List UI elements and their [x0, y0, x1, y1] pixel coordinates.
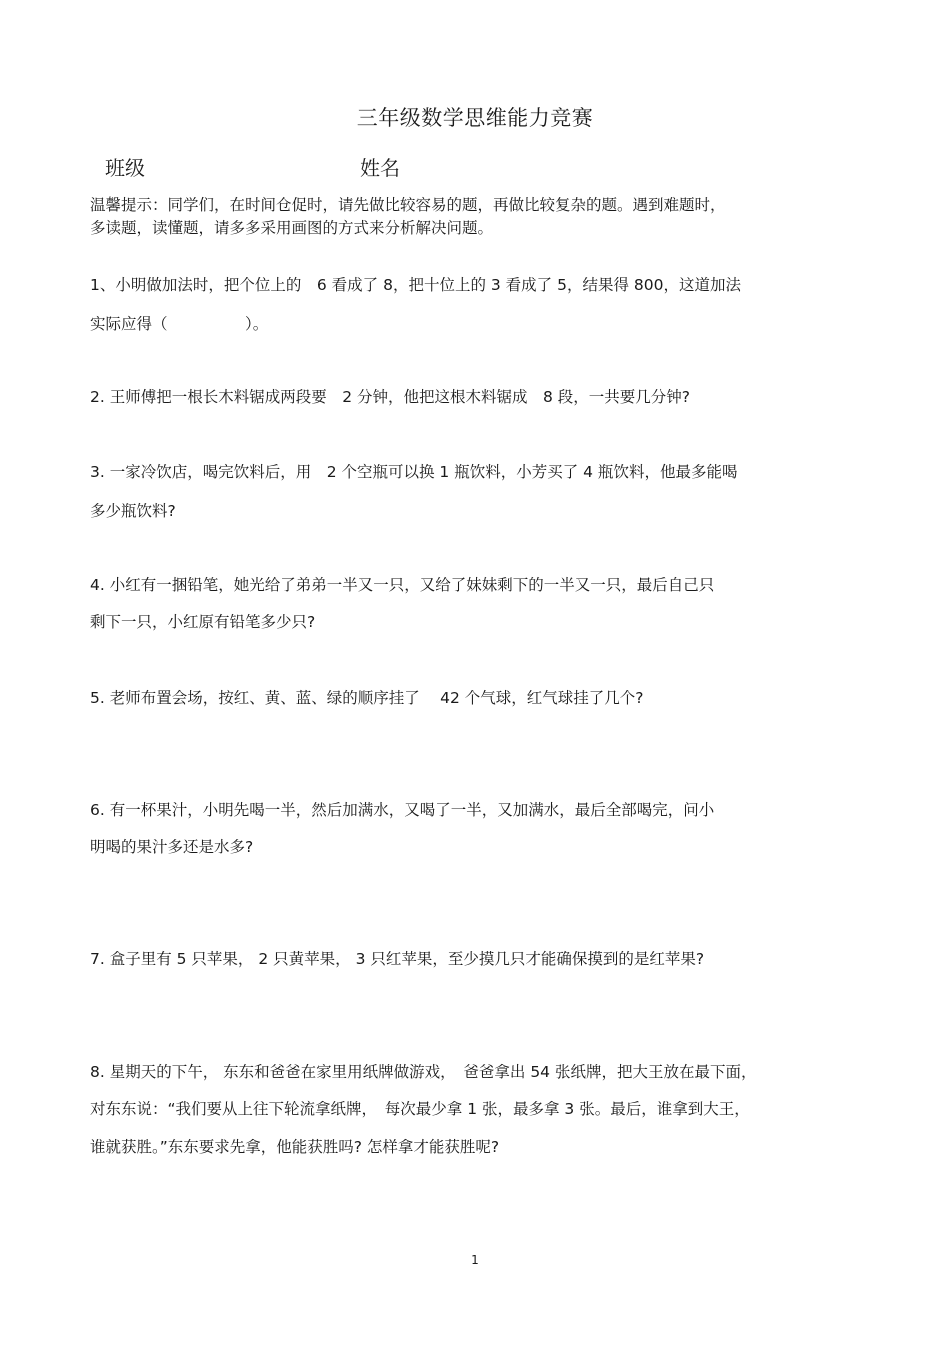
name-label: 姓名: [360, 156, 400, 180]
question-6-line-2: 明喝的果汁多还是水多?: [90, 838, 254, 856]
question-4-line-1: 4. 小红有一捆铅笔，她光给了弟弟一半又一只，又给了妹妹剩下的一半又一只，最后自己只: [90, 576, 715, 594]
question-1-line-2: 实际应得（ ）。: [90, 315, 269, 333]
page-number: 1: [471, 1253, 479, 1267]
question-2-line-1: 2. 王师傅把一根长木料锯成两段要 2 分钟，他把这根木料锯成 8 段，一共要几分钟?: [90, 388, 691, 406]
class-label: 班级: [105, 156, 145, 180]
question-3-line-2: 多少瓶饮料?: [90, 502, 176, 520]
question-8-line-3: 谁就获胜。”东东要求先拿，他能获胜吗? 怎样拿才能获胜呢?: [90, 1138, 500, 1156]
question-3-line-1: 3. 一家冷饮店，喝完饮料后，用 2 个空瓶可以换 1 瓶饮料，小芳买了 4 瓶饮料，他最多能喝: [90, 463, 738, 481]
question-8-line-2: 对东东说：“我们要从上往下轮流拿纸牌， 每次最少拿 1 张，最多拿 3 张。最后，谁拿到大王，: [90, 1100, 750, 1118]
question-4-line-2: 剩下一只，小红原有铅笔多少只?: [90, 613, 316, 631]
page-title: 三年级数学思维能力竞赛: [356, 106, 594, 130]
question-7-line-1: 7. 盒子里有 5 只苹果， 2 只黄苹果， 3 只红苹果，至少摸几只才能确保摸到的是红苹果?: [90, 950, 705, 968]
tip-line-2: 多读题，读懂题，请多多采用画图的方式来分析解决问题。: [90, 219, 494, 237]
tip-line-1: 温馨提示：同学们，在时间仓促时，请先做比较容易的题，再做比较复杂的题。遇到难题时，: [90, 196, 726, 214]
question-6-line-1: 6. 有一杯果汁，小明先喝一半，然后加满水，又喝了一半，又加满水，最后全部喝完，问小: [90, 801, 715, 819]
question-8-line-1: 8. 星期天的下午， 东东和爸爸在家里用纸牌做游戏， 爸爸拿出 54 张纸牌，把大王放在最下面，: [90, 1063, 757, 1081]
question-1-line-1: 1、小明做加法时，把个位上的 6 看成了 8，把十位上的 3 看成了 5，结果得 800，这道加法: [90, 276, 741, 294]
question-5-line-1: 5. 老师布置会场，按红、黄、蓝、绿的顺序挂了 42 个气球，红气球挂了几个?: [90, 689, 644, 707]
